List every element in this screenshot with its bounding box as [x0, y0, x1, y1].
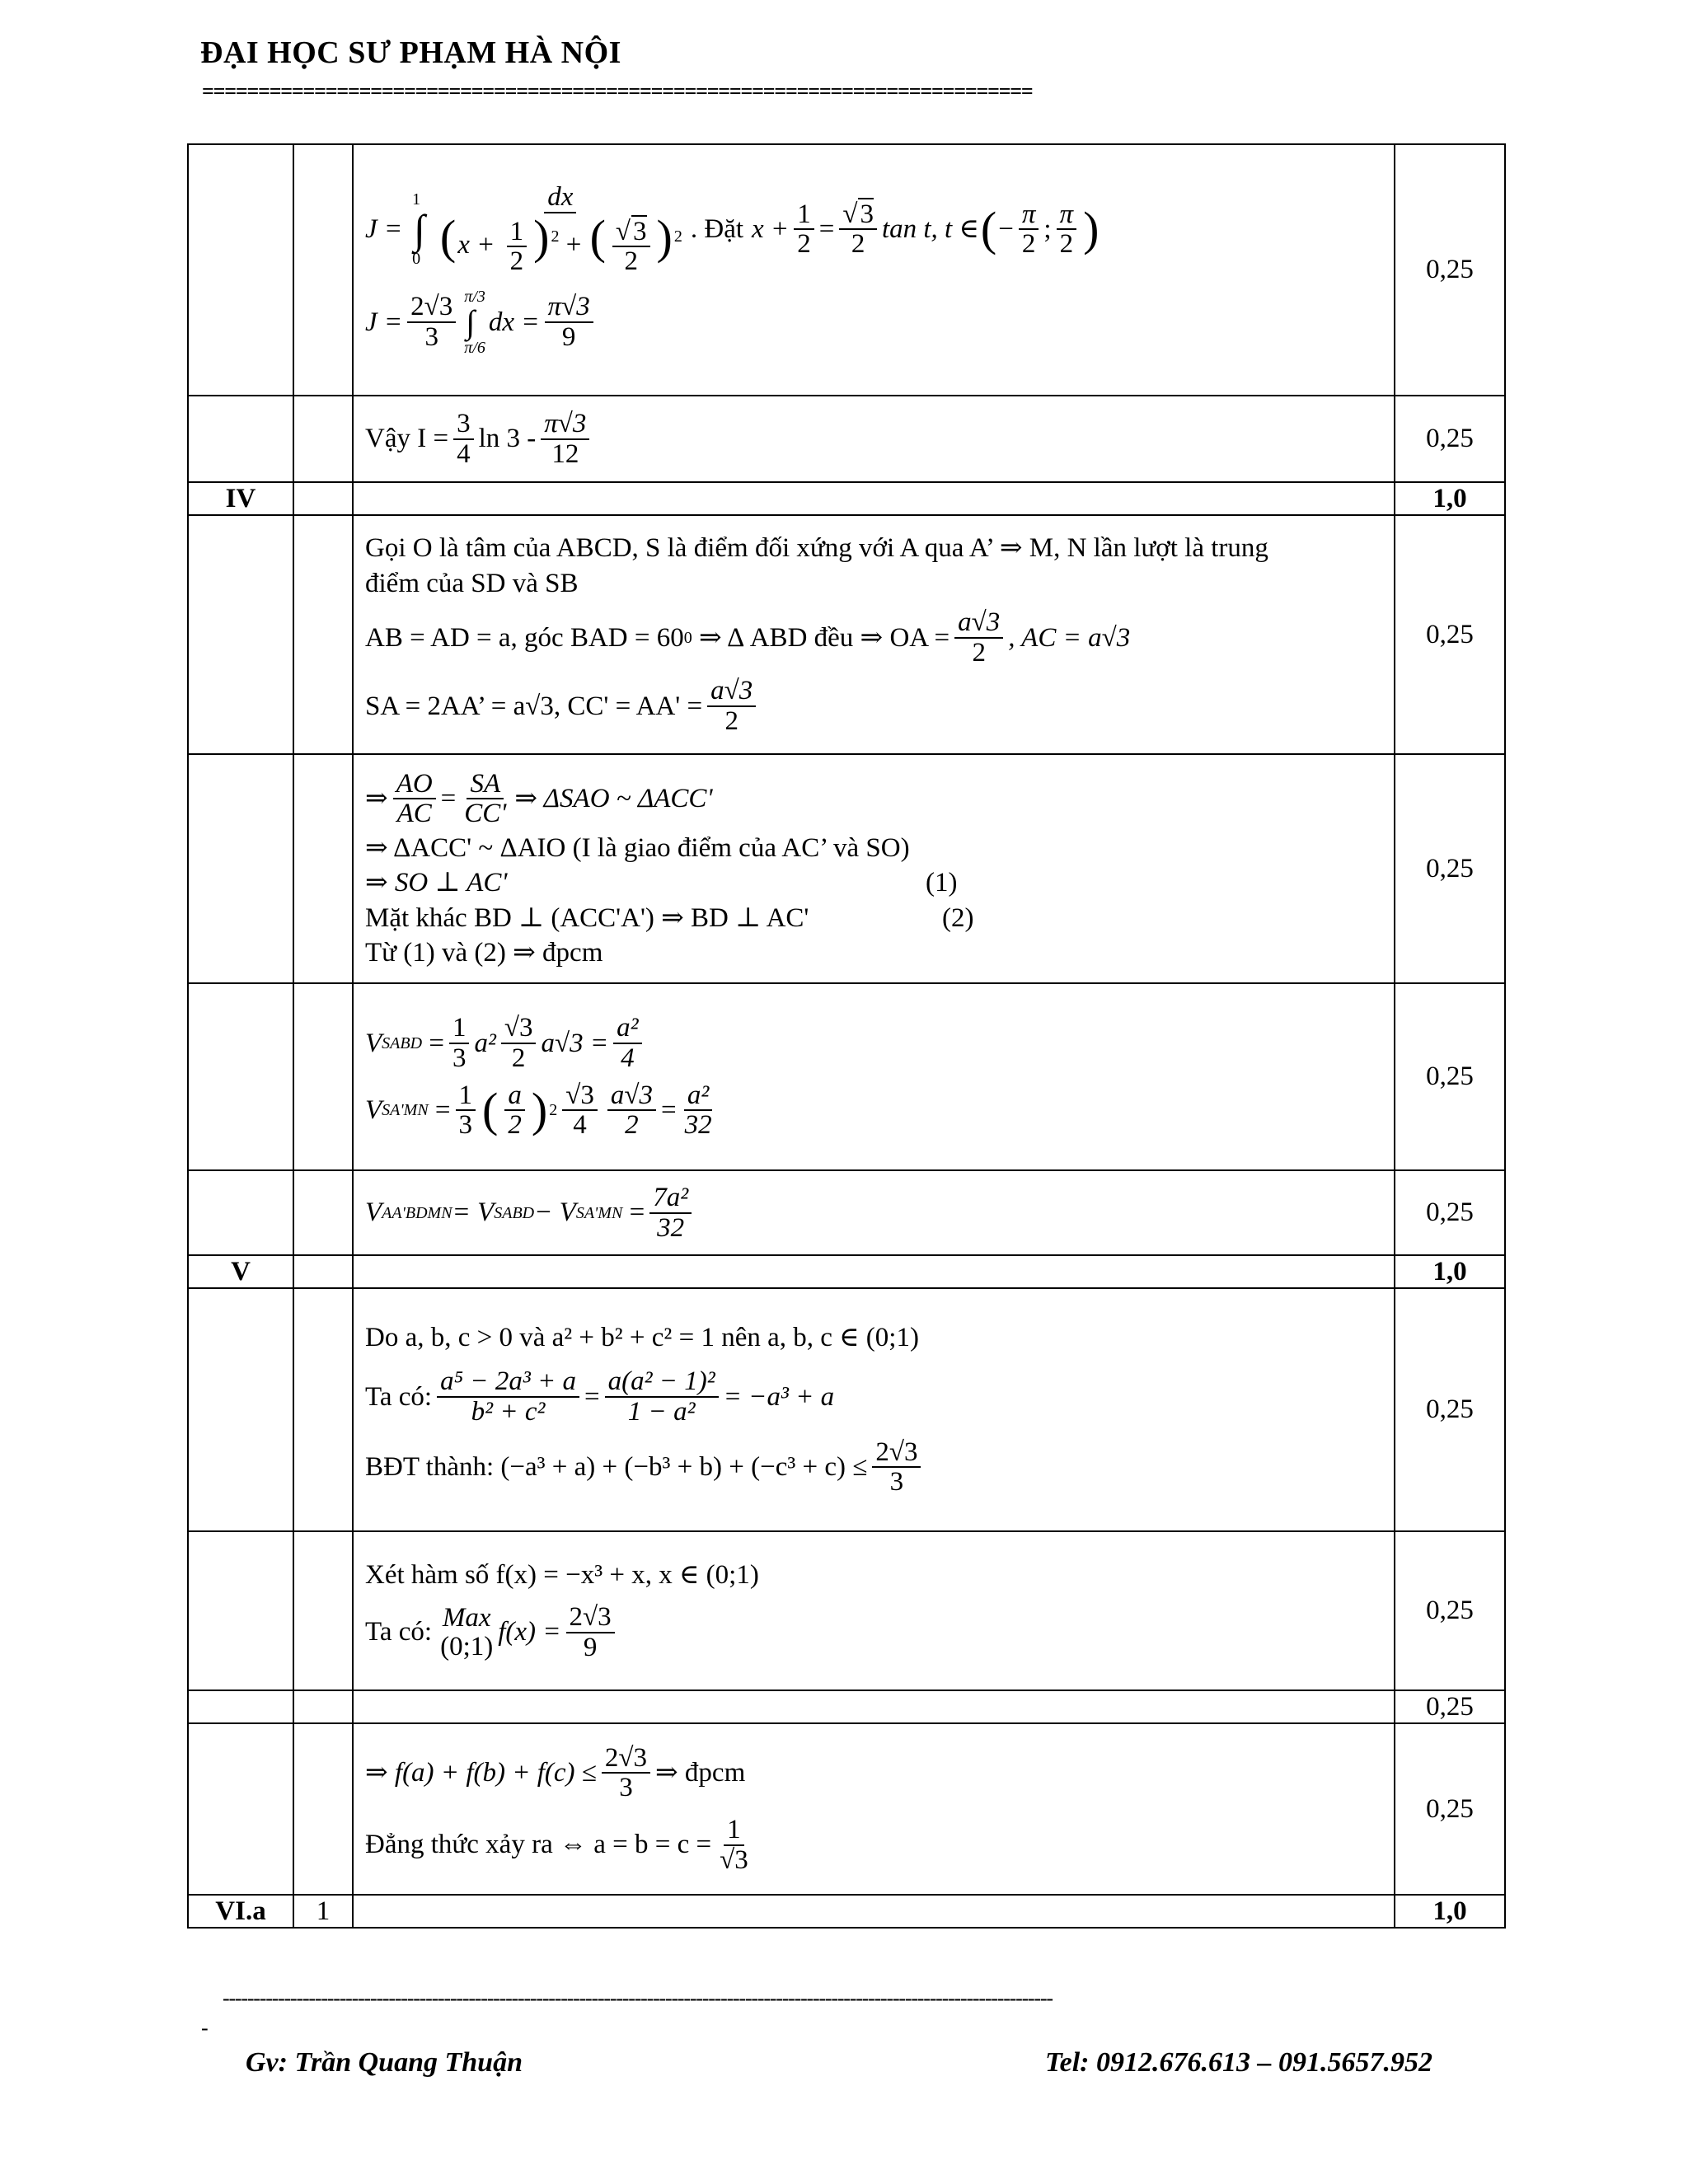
table-row: [188, 1723, 1505, 1895]
content-cell: V SABD = $\frac{1}{3}$ a² $\frac{√3}{2}$ a√3 = $\frac{\text{a²}}{4}$ V SA'MN = $\frac{1}{3}$ ( $\frac{a}{2}$ ) 2 $\frac{√3}{4}$ $\frac{a√3}{2}$ = $\frac{\text{a²}}{32}$: [353, 983, 1395, 1170]
content-cell: Do a, b, c > 0 và a² + b² + c² = 1 nên a, b, c ∈ (0;1) Ta có: $\frac{\text{a⁵ − 2a³ + a}}{\text{b² + c²}}$ = $\frac{\text{a(a² − 1)²}}{\text{1 − a²}}$ = −a³ + a BĐT thành: (−a³ + a) + (−b³ + b) + (−c³ + c) ≤ $\frac{2√3}{3}$: [353, 1288, 1395, 1531]
footer-teacher: Gv: Trần Quang Thuận: [246, 2047, 523, 2078]
content-cell: Vậy I = $\frac{3}{4}$ ln 3 - $\frac{\pi√3}{12}$: [353, 396, 1395, 482]
table-row: [188, 396, 1505, 482]
table-row: [188, 1531, 1505, 1690]
section-row: [188, 482, 1505, 515]
content-cell: ⇒ $\frac{AO}{AC}$ = $\frac{SA}{CC'}$ ⇒ ΔSAO ~ ΔACC' ⇒ ΔACC' ~ ΔAIO (I là giao điểm của AC’ và SO) ⇒ SO ⊥ AC' (1) Mặt khác BD ⊥ (ACC'A') ⇒ BD ⊥ AC' (2) Từ (1) và (2) ⇒ đpcm: [353, 754, 1395, 983]
section-label: V: [188, 1255, 293, 1288]
content-cell: Xét hàm số f(x) = −x³ + x, x ∈ (0;1) Ta có: Max (0;1) f(x) = $\frac{2√3}{9}$: [353, 1531, 1395, 1690]
formula-line: J = $\frac{2√3}{3}$ π/3 ∫ π/6 dx = $\frac{\pi√3}{9}$: [365, 288, 1382, 357]
score-cell: 0,25: [1395, 1690, 1505, 1723]
table-row: [188, 1288, 1505, 1531]
footer-dash: -: [201, 2016, 209, 2040]
content-cell: V AA'BDMN = V SABD − V SA'MN = $\frac{\text{7a²}}{32}$: [353, 1170, 1395, 1255]
header-rule: ==========================================================================: [202, 79, 1033, 103]
solution-table: [187, 143, 1506, 1929]
score-cell: 0,25: [1395, 983, 1505, 1170]
section-number: 1: [293, 1895, 353, 1928]
table-row: [188, 1170, 1505, 1255]
table-row: [188, 983, 1505, 1170]
content-cell: [353, 144, 1395, 396]
score-cell: 0,25: [1395, 1170, 1505, 1255]
table-row: [188, 144, 1505, 396]
score-cell: 0,25: [1395, 515, 1505, 754]
score-cell: 0,25: [1395, 1723, 1505, 1895]
score-cell: 0,25: [1395, 396, 1505, 482]
integrand-fraction: dx (x + $\frac{1}{2}$ ) $^2$ + ( $\frac{√3}{2}$ ) $^2$: [439, 182, 682, 277]
section-score: 1,0: [1395, 1895, 1505, 1928]
score-cell: 0,25: [1395, 1288, 1505, 1531]
table-row: [188, 515, 1505, 754]
section-score: 1,0: [1395, 1255, 1505, 1288]
page-header-title: ĐẠI HỌC SƯ PHẠM HÀ NỘI: [200, 35, 621, 70]
table-row: [188, 754, 1505, 983]
content-cell: ⇒ f(a) + f(b) + f(c) ≤ $\frac{2√3}{3}$ ⇒ đpcm Đẳng thức xảy ra ⇔ a = b = c = $\frac{1}{√3}$: [353, 1723, 1395, 1895]
section-label: VI.a: [188, 1895, 293, 1928]
section-label: IV: [188, 482, 293, 515]
section-score: 1,0: [1395, 482, 1505, 515]
footer-phone: Tel: 0912.676.613 – 091.5657.952: [1045, 2047, 1433, 2078]
score-cell: 0,25: [1395, 144, 1505, 396]
score-cell: 0,25: [1395, 754, 1505, 983]
footer-rule: ---------------------------------------------------------------------------------------------------------------------------------------: [223, 1986, 1053, 2010]
table-row: [188, 1690, 1505, 1723]
section-row: [188, 1255, 1505, 1288]
content-cell: Gọi O là tâm của ABCD, S là điểm đối xứng với A qua A’ ⇒ M, N lần lượt là trung điểm của SD và SB AB = AD = a, góc BAD = 60 0 ⇒ Δ ABD đều ⇒ OA = $\frac{a√3}{2}$ , AC = a√3 SA = 2AA’ = a√3, CC' = AA' = $\frac{a√3}{2}$: [353, 515, 1395, 754]
formula-line: J = 1 ∫ 0 dx (x + $\frac{1}{2}$ ) $^2$ + ( $\frac{√3}{2}$ ) $^2$ . Đặt x + $\frac{1}{2}$ = $\frac{√3}{2}$ tan t, t ∈ ( − $\frac{\pi}{2}$ ; $\frac{\pi}{2}$ ): [365, 182, 1100, 277]
section-row: [188, 1895, 1505, 1928]
score-cell: 0,25: [1395, 1531, 1505, 1690]
